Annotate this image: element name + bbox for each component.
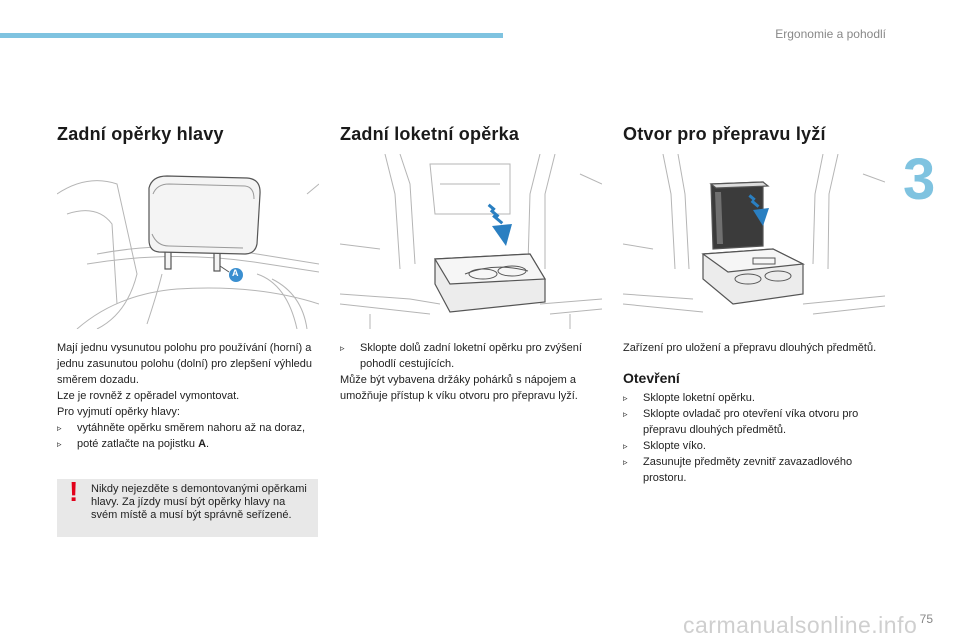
bullet-text: poté zatlačte na pojistku	[77, 438, 196, 450]
headrests-removal-note: Lze je rovněž z opěradel vymontovat.	[57, 390, 240, 402]
page-number: 75	[919, 612, 933, 626]
bullet-mark-icon: ▹	[57, 423, 62, 433]
armrest-down-arrow	[488, 204, 512, 246]
bullet-mark-icon: ▹	[623, 441, 628, 451]
bullet-mark-icon: ▹	[623, 393, 628, 403]
bullet-text: Sklopte víko.	[643, 440, 706, 452]
bullet-text: Sklopte ovladač pro otevření víka otvoru pro přepravu dlouhých předmětů.	[643, 408, 859, 436]
warning-box	[57, 476, 318, 537]
bullet-mark-icon: ▹	[623, 457, 628, 467]
list-item	[623, 390, 885, 406]
section-title-armrest: Zadní loketní opěrka	[340, 124, 520, 144]
section-title-ski-hatch: Otvor pro přepravu lyží	[623, 124, 826, 144]
list-item	[623, 454, 885, 486]
bullet-text: Zasunujte předměty zevnitř zavazadlového prostoru.	[643, 456, 853, 484]
section-label: Ergonomie a pohodlí	[775, 27, 886, 41]
armrest-description: Může být vybavena držáky pohárků s nápojem a umožňuje přístup k víku otvoru pro přepravu lyží.	[340, 374, 578, 402]
header-accent-bar	[0, 33, 503, 38]
bullet-text-wrap	[77, 436, 319, 452]
bullet-bold-ref: A	[198, 438, 207, 450]
headrest-drawing	[57, 154, 319, 329]
bullet-mark-icon: ▹	[340, 343, 345, 353]
badge-a-label: A	[232, 268, 239, 278]
list-item	[340, 340, 602, 372]
chapter-number: 3	[903, 147, 936, 212]
headrests-text	[57, 340, 319, 452]
ski-hatch-text	[623, 340, 885, 486]
list-item	[623, 406, 885, 438]
headrests-intro: Mají jednu vysunutou polohu pro používání (horní) a jednu zasunutou polohu (dolní) pro zlepšení výhledu směrem dozadu.	[57, 342, 313, 386]
armrest-text	[340, 340, 602, 404]
warning-icon: !	[69, 476, 79, 507]
list-item	[623, 438, 885, 454]
armrest-drawing	[340, 154, 602, 329]
headrests-removal-heading: Pro vyjmutí opěrky hlavy:	[57, 406, 180, 418]
column-ski-hatch	[623, 124, 885, 484]
headrest-illustration	[57, 154, 319, 329]
subsection-title-opening: Otevření	[623, 370, 680, 386]
bullet-text: Sklopte loketní opěrku.	[643, 392, 755, 404]
column-rear-armrest	[340, 124, 602, 402]
section-title-headrests: Zadní opěrky hlavy	[57, 124, 224, 144]
list-item	[57, 420, 319, 436]
warning-text: Nikdy nejezděte s demontovanými opěrkami hlavy. Za jízdy musí být opěrky hlavy na svém místě a musí být správně seřízené.	[91, 483, 307, 521]
bullet-mark-icon: ▹	[623, 409, 628, 419]
bullet-end: .	[206, 438, 210, 450]
bullet-text: vytáhněte opěrku směrem nahoru až na doraz,	[77, 422, 306, 434]
watermark-text: carmanualsonline.info	[683, 612, 918, 638]
list-item	[57, 436, 319, 452]
ski-hatch-illustration	[623, 154, 885, 329]
bullet-text: Sklopte dolů zadní loketní opěrku pro zvýšení pohodlí cestujících.	[360, 342, 582, 370]
column-rear-headrests	[57, 124, 319, 450]
armrest-illustration	[340, 154, 602, 329]
bullet-mark-icon: ▹	[57, 439, 62, 449]
ski-hatch-intro: Zařízení pro uložení a přepravu dlouhých předmětů.	[623, 342, 877, 354]
ski-hatch-drawing	[623, 154, 885, 329]
